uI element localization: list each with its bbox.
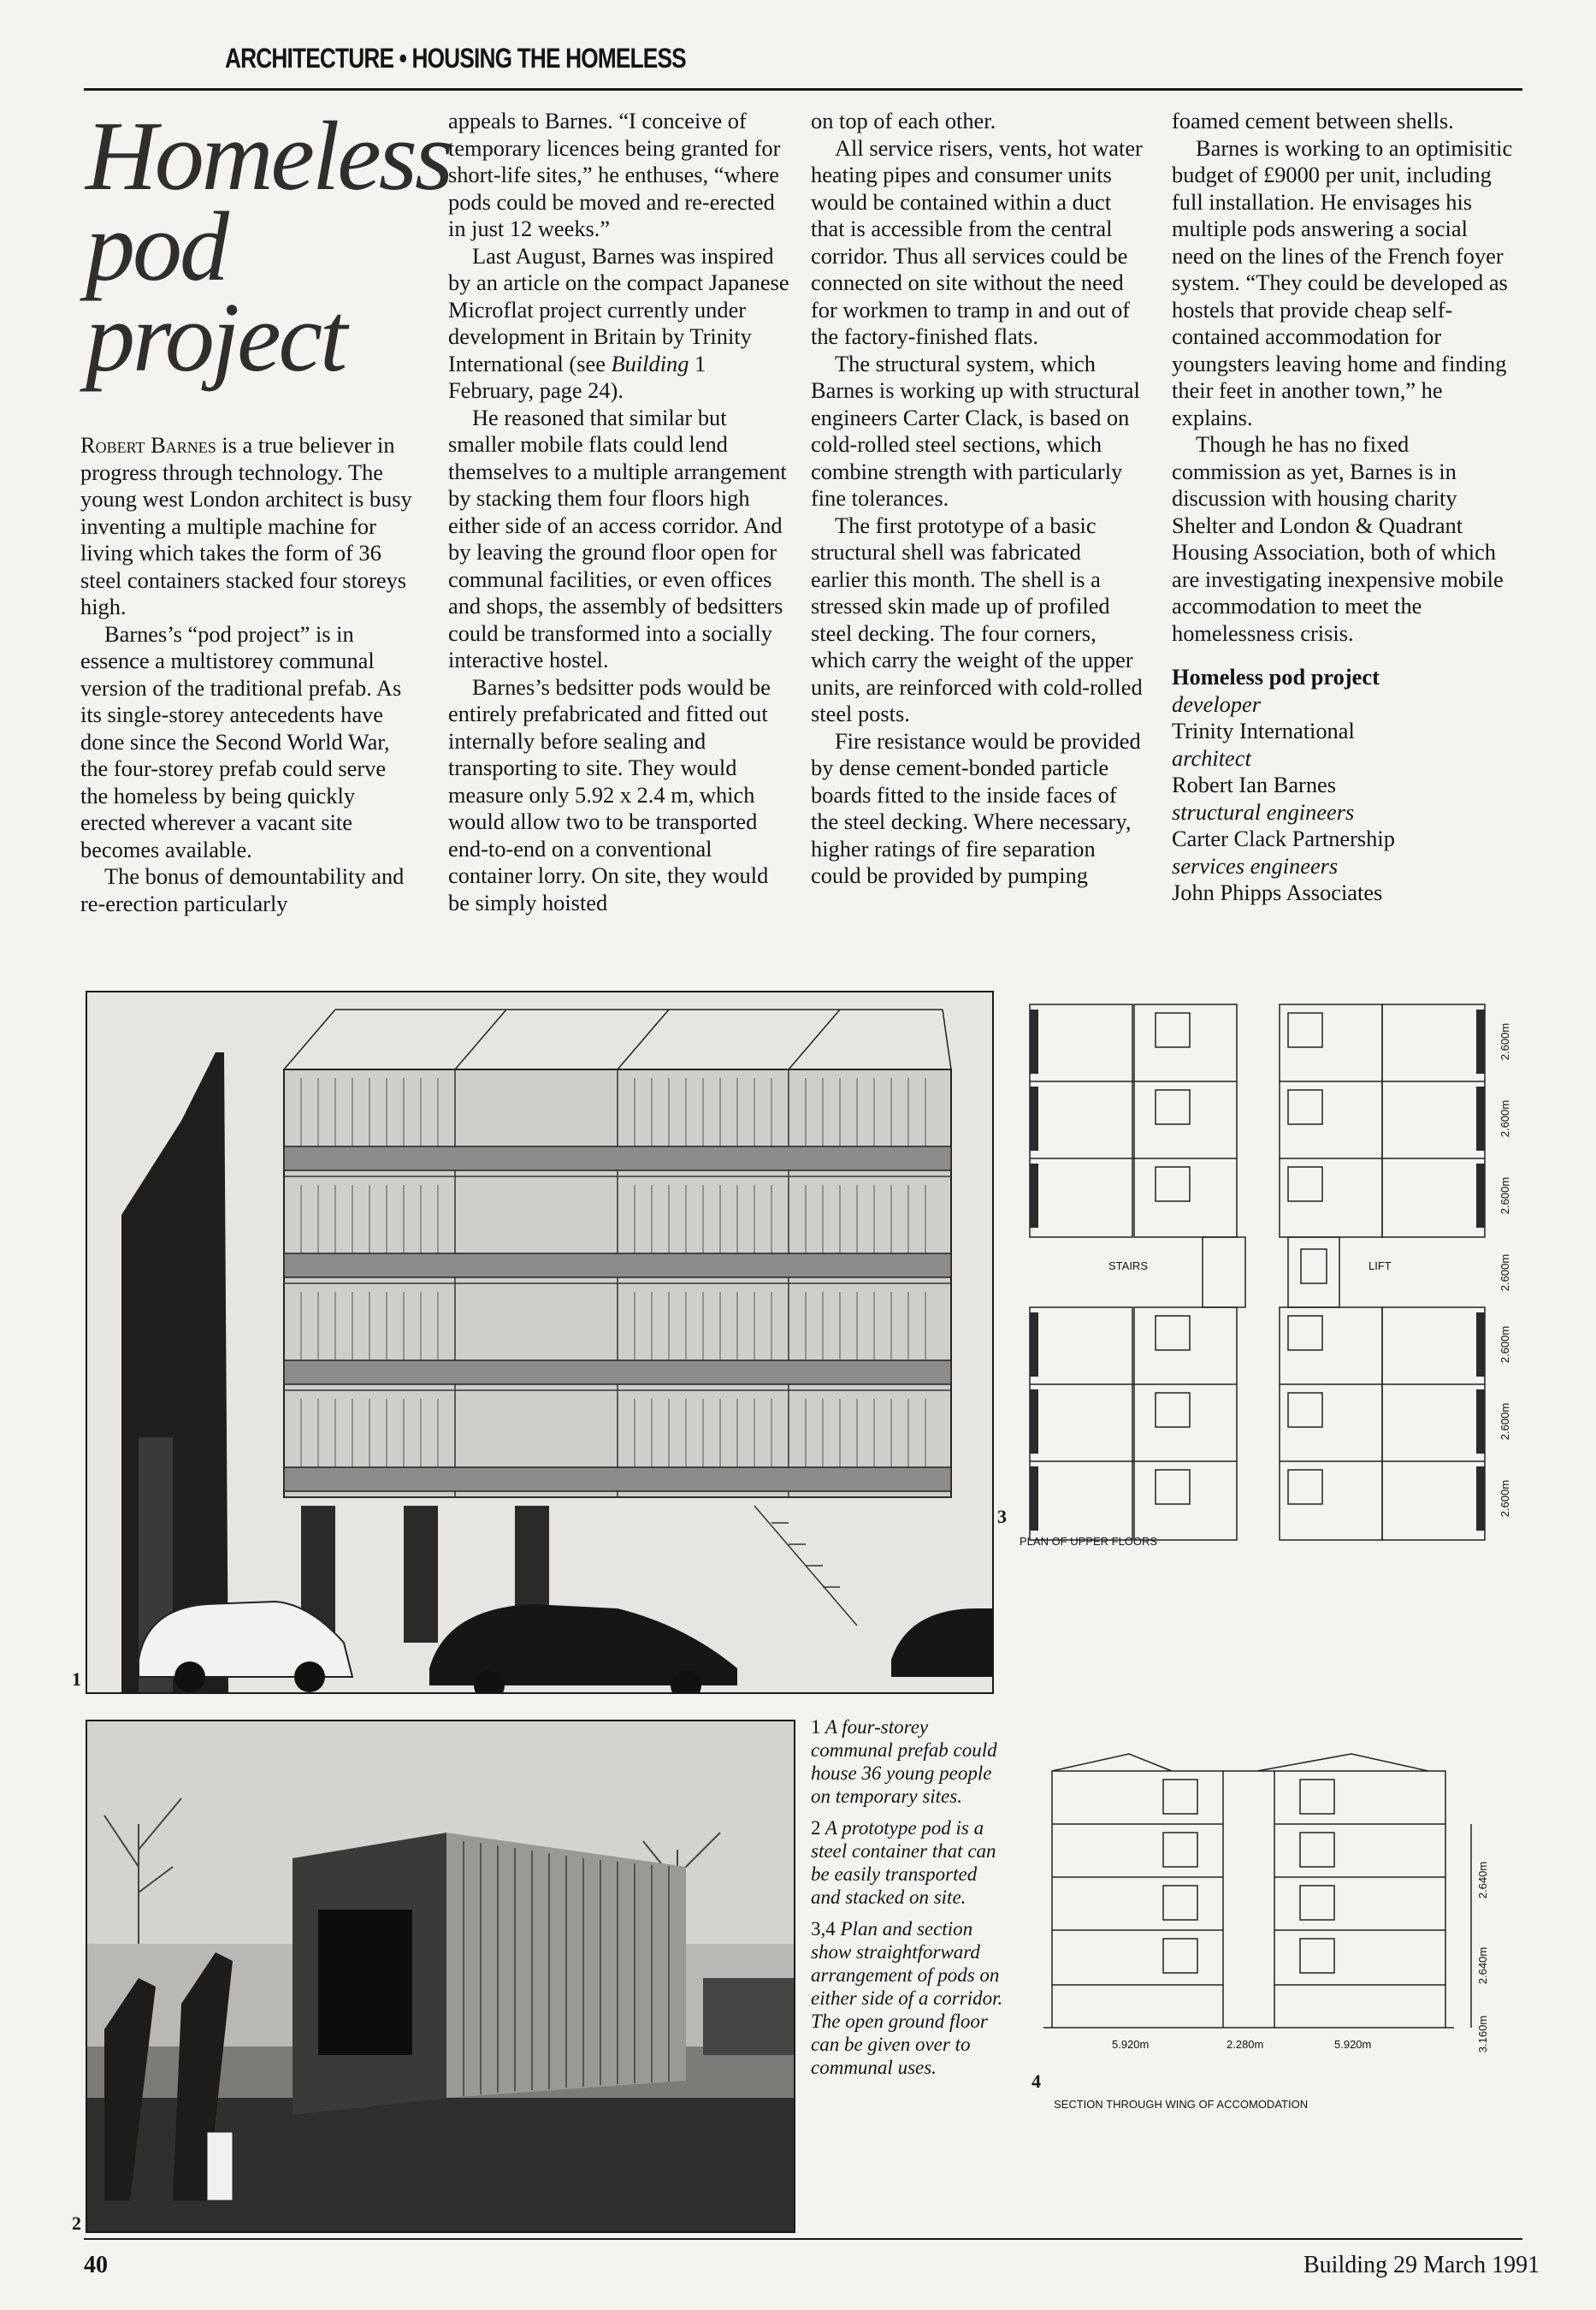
caption-3-4: 3,4 Plan and section show straightforward arrangement of pods on either side of a corridor. The open ground floor can be given over to communal uses. bbox=[811, 1918, 1003, 2078]
credits-title: Homeless pod project bbox=[1172, 664, 1380, 690]
article-column-1 bbox=[80, 432, 418, 917]
top-rule bbox=[84, 88, 1522, 91]
caption-1: 1 A four-storey communal prefab could house 36 young people on temporary sites. bbox=[811, 1716, 997, 1807]
plan-dim-label: 2.600m bbox=[1498, 1479, 1512, 1518]
project-credits bbox=[1172, 664, 1514, 907]
paragraph: Fire resistance would be provided by dense cement-bonded particle boards fitted to the inside faces of the steel decking. Where necessary, higher ratings of fire separation could be provided by pumping bbox=[811, 727, 1141, 888]
plan-dim-label: 2.600m bbox=[1498, 1253, 1512, 1292]
article-column-3 bbox=[811, 108, 1143, 890]
figure-3-plan bbox=[1006, 992, 1519, 1549]
paragraph: foamed cement between shells. bbox=[1172, 108, 1454, 133]
paragraph: appeals to Barnes. “I conceive of temporary licences being granted for short-life sites,” he enthuses, “where pods could be moved and re-erected in just 12 weeks.” bbox=[448, 108, 781, 241]
lift-label: LIFT bbox=[1368, 1259, 1392, 1272]
byline-lead: Robert Barnes bbox=[80, 432, 216, 458]
figure-1-perspective bbox=[86, 991, 994, 1694]
section-height-label: 2.640m bbox=[1476, 1861, 1490, 1899]
credit-role: developer bbox=[1172, 690, 1262, 717]
credit-role: architect bbox=[1172, 744, 1251, 771]
paragraph: Though he has no fixed commission as yet, Barnes is in discussion with housing charity Shelter and London & Quadrant Housing Association, both of which are investigating inexpensive mobile accommodation to meet the homelessness crisis. bbox=[1172, 431, 1504, 646]
floor-plan-drawing bbox=[1006, 992, 1519, 1549]
figure-captions bbox=[811, 1715, 1008, 2088]
plan-dim-label: 2.600m bbox=[1498, 1176, 1512, 1215]
headline-line-3: project bbox=[86, 283, 346, 393]
paragraph: The bonus of demountability and re-erection particularly bbox=[80, 863, 405, 916]
paragraph: on top of each other. bbox=[811, 108, 996, 133]
paragraph: Barnes’s bedsitter pods would be entirely prefabricated and fitted out internally before sealing and transporting to site. They would measure only 5.92 x 2.4 m, which would allow two to be transported end-to-end on a conventional container lorry. On site, they would be simply hoisted bbox=[448, 673, 771, 915]
section-height-label: 3.160m bbox=[1476, 2015, 1490, 2053]
running-head: ARCHITECTURE • HOUSING THE HOMELESS bbox=[225, 43, 686, 74]
section-dim-label: 2.280m bbox=[1227, 2038, 1264, 2051]
credit-role: services engineers bbox=[1172, 852, 1339, 879]
paragraph: He reasoned that similar but smaller mobile flats could lend themselves to a multiple arrangement by stacking them four floors high either side of an access corridor. And by leaving the ground floor open for communal facilities, or even offices and shops, the assembly of bedsitters could be transformed into a socially interactive hostel. bbox=[448, 404, 787, 672]
credit-name: John Phipps Associates bbox=[1172, 880, 1383, 905]
bottom-rule bbox=[84, 2238, 1522, 2240]
paragraph: The structural system, which Barnes is working up with structural engineers Carter Clack, is based on cold-rolled steel sections, which combine strength with particularly fine tolerances. bbox=[811, 350, 1140, 511]
figure-2-photo bbox=[86, 1720, 795, 2233]
credit-name: Trinity International bbox=[1172, 718, 1355, 743]
figure-2-number: 2 bbox=[72, 2212, 81, 2234]
article-column-2 bbox=[448, 108, 790, 916]
plan-title: PLAN OF UPPER FLOORS bbox=[1020, 1535, 1158, 1548]
plan-dim-label: 2.600m bbox=[1498, 1402, 1512, 1441]
credit-name: Robert Ian Barnes bbox=[1172, 772, 1337, 797]
paragraph: Last August, Barnes was inspired by an article on the compact Japanese Microflat project currently under development in Britain by Trinity International (see Building 1 February, page 24). bbox=[448, 242, 789, 403]
section-title: SECTION THROUGH WING OF ACCOMODATION bbox=[1054, 2098, 1309, 2111]
section-height-label: 2.640m bbox=[1476, 1946, 1490, 1985]
headline-line-2: pod bbox=[86, 192, 227, 302]
headline-line-1: Homeless bbox=[86, 102, 452, 211]
paragraph: All service risers, vents, hot water heating pipes and consumer units would be contained within a duct that is accessible from the central corridor. Thus all services could be connected on site without the need for workmen to tramp in and out of the factory-finished flats. bbox=[811, 134, 1143, 349]
plan-dim-label: 2.600m bbox=[1498, 1325, 1512, 1364]
article-column-4 bbox=[1172, 108, 1514, 907]
magazine-title: Building bbox=[611, 350, 689, 376]
credit-role: structural engineers bbox=[1172, 798, 1355, 825]
paragraph: The first prototype of a basic structural shell was fabricated earlier this month. The shell is a stressed skin made up of profiled steel decking. The four corners, which carry the weight of the upper units, are reinforced with cold-rolled steel posts. bbox=[811, 512, 1143, 726]
figure-4-section bbox=[1043, 1737, 1522, 2079]
headline bbox=[86, 102, 452, 393]
figure-4-number: 4 bbox=[1031, 2070, 1041, 2092]
plan-dim-label: 2.600m bbox=[1498, 1022, 1512, 1061]
section-dim-label: 5.920m bbox=[1112, 2038, 1150, 2051]
plan-dim-label: 2.600m bbox=[1498, 1099, 1512, 1138]
section-drawing bbox=[1043, 1737, 1522, 2079]
stairs-label: STAIRS bbox=[1108, 1259, 1148, 1272]
publication-line: Building 29 March 1991 bbox=[1303, 2252, 1540, 2278]
section-dim-label: 5.920m bbox=[1334, 2038, 1372, 2051]
paragraph: Barnes’s “pod project” is in essence a multistorey communal version of the traditional prefab. As its single-storey antecedents have done since the Second World War, the four-storey prefab could serve the homeless by being quickly erected wherever a vacant site becomes available. bbox=[80, 620, 402, 862]
paragraph: Barnes is working to an optimisitic budget of £9000 per unit, including full installation. He envisages his multiple pods answering a social need on the lines of the French foyer system. “They could be developed as hostels that provide cheap self-contained accommodation for youngsters leaving home and finding their feet in another town,” he explains. bbox=[1172, 134, 1513, 430]
page-number: 40 bbox=[84, 2252, 108, 2278]
figure-3-number: 3 bbox=[997, 1506, 1007, 1527]
perspective-drawing bbox=[87, 992, 992, 1692]
caption-2: 2 A prototype pod is a steel container that can be easily transported and stacked on site. bbox=[811, 1817, 996, 1908]
credit-name: Carter Clack Partnership bbox=[1172, 826, 1395, 851]
paragraph: Robert Barnes is a true believer in progress through technology. The young west London architect is busy inventing a multiple machine for living which takes the form of 36 steel containers stacked four storeys high. bbox=[80, 432, 412, 619]
figure-1-number: 1 bbox=[72, 1668, 81, 1690]
prototype-pod-photo bbox=[87, 1721, 794, 2231]
